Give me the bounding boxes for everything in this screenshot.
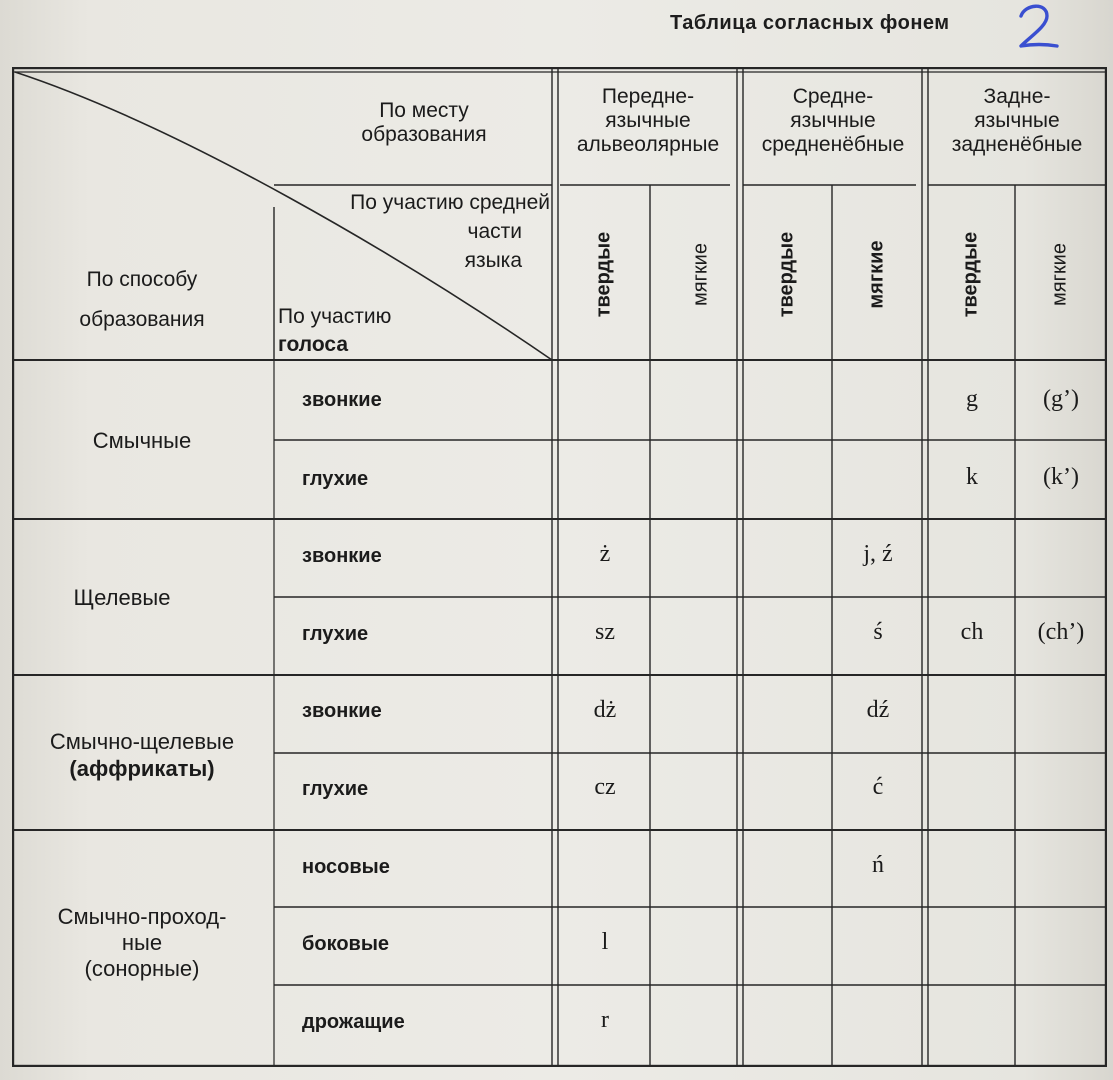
phoneme-cell: r <box>601 1007 609 1033</box>
manner-label-line: По способу <box>86 268 198 291</box>
voice-participation-label <box>278 303 468 359</box>
hardness-header-soft: мягкие <box>689 243 712 306</box>
place-of-formation-label <box>334 99 514 147</box>
phoneme-cell: dź <box>866 697 890 723</box>
hardness-header-hard: твердые <box>959 231 982 318</box>
row-type-label: боковые <box>302 933 390 955</box>
place-header-line: задненёбные <box>951 133 1083 156</box>
handwritten-number <box>1013 2 1063 50</box>
hardness-header-hard: твердые <box>592 231 615 318</box>
place-header-line: Задне- <box>983 85 1051 108</box>
voice-label-line: По участию <box>278 305 392 328</box>
phoneme-cell: ń <box>872 852 884 878</box>
phoneme-cell: ch <box>960 619 984 645</box>
group-label-stops <box>22 428 262 453</box>
voice-label-line: голоса <box>278 333 349 356</box>
phoneme-cell: (k’) <box>1043 464 1079 490</box>
row-type-label: глухие <box>302 468 369 490</box>
phoneme-cell: j, ź <box>863 541 893 567</box>
hardness-header-hard: твердые <box>775 231 798 318</box>
place-header-posterior <box>928 85 1106 157</box>
phoneme-cell: k <box>966 464 978 490</box>
hardness-header-soft: мягкие <box>1048 243 1071 306</box>
group-label-affricates <box>17 728 267 782</box>
row-type-label: носовые <box>302 856 390 878</box>
place-header-line: альвеолярные <box>576 133 720 156</box>
place-header-line: язычные <box>605 109 691 132</box>
phoneme-cell: (ch’) <box>1037 619 1085 645</box>
row-type-label: дрожащие <box>302 1011 405 1033</box>
row-type-label: звонкие <box>302 545 382 567</box>
group-label-line: Смычно-щелевые <box>49 729 235 754</box>
row-type-label: звонкие <box>302 389 382 411</box>
phoneme-cell: sz <box>595 619 615 645</box>
phoneme-cell: ś <box>873 619 883 645</box>
group-label-line: ные <box>121 930 163 955</box>
mid-tongue-label-line: языка <box>464 249 522 272</box>
consonant-table <box>12 67 1107 1067</box>
phoneme-cell: dż <box>593 697 617 723</box>
place-label-line: По месту <box>379 99 469 122</box>
group-label-line: Щелевые <box>73 585 171 610</box>
group-label-sonorants <box>17 904 267 982</box>
row-type-label: глухие <box>302 623 369 645</box>
mid-tongue-participation-label <box>302 188 550 275</box>
group-label-fricatives <box>2 585 242 610</box>
phoneme-cell: ć <box>872 774 884 800</box>
row-type-label: глухие <box>302 778 369 800</box>
hardness-header-soft: мягкие <box>865 240 888 309</box>
group-label-line: Смычно-проход- <box>57 904 227 929</box>
phoneme-cell: g <box>966 386 978 412</box>
place-header-line: Средне- <box>792 85 874 108</box>
phoneme-cell: cz <box>594 774 616 800</box>
phoneme-cell: ż <box>599 541 611 567</box>
place-header-anterior <box>558 85 738 157</box>
manner-label-line: образования <box>79 308 205 331</box>
row-type-label: звонкие <box>302 700 382 722</box>
table-caption: Таблица согласных фонем <box>670 12 950 34</box>
place-label-line: образования <box>361 123 487 146</box>
phoneme-cell: l <box>601 929 609 955</box>
place-header-middle <box>743 85 923 157</box>
group-label-line: Смычные <box>92 428 192 453</box>
group-label-line: (аффрикаты) <box>69 756 215 781</box>
place-header-line: Передне- <box>601 85 695 108</box>
group-label-line: (сонорные) <box>84 956 200 981</box>
place-header-line: язычные <box>974 109 1060 132</box>
mid-tongue-label-line: части <box>467 220 522 243</box>
mid-tongue-label-line: По участию средней <box>350 191 550 214</box>
place-header-line: средненёбные <box>761 133 905 156</box>
phoneme-cell: (g’) <box>1043 386 1079 412</box>
manner-of-formation-label <box>32 260 252 340</box>
place-header-line: язычные <box>790 109 876 132</box>
